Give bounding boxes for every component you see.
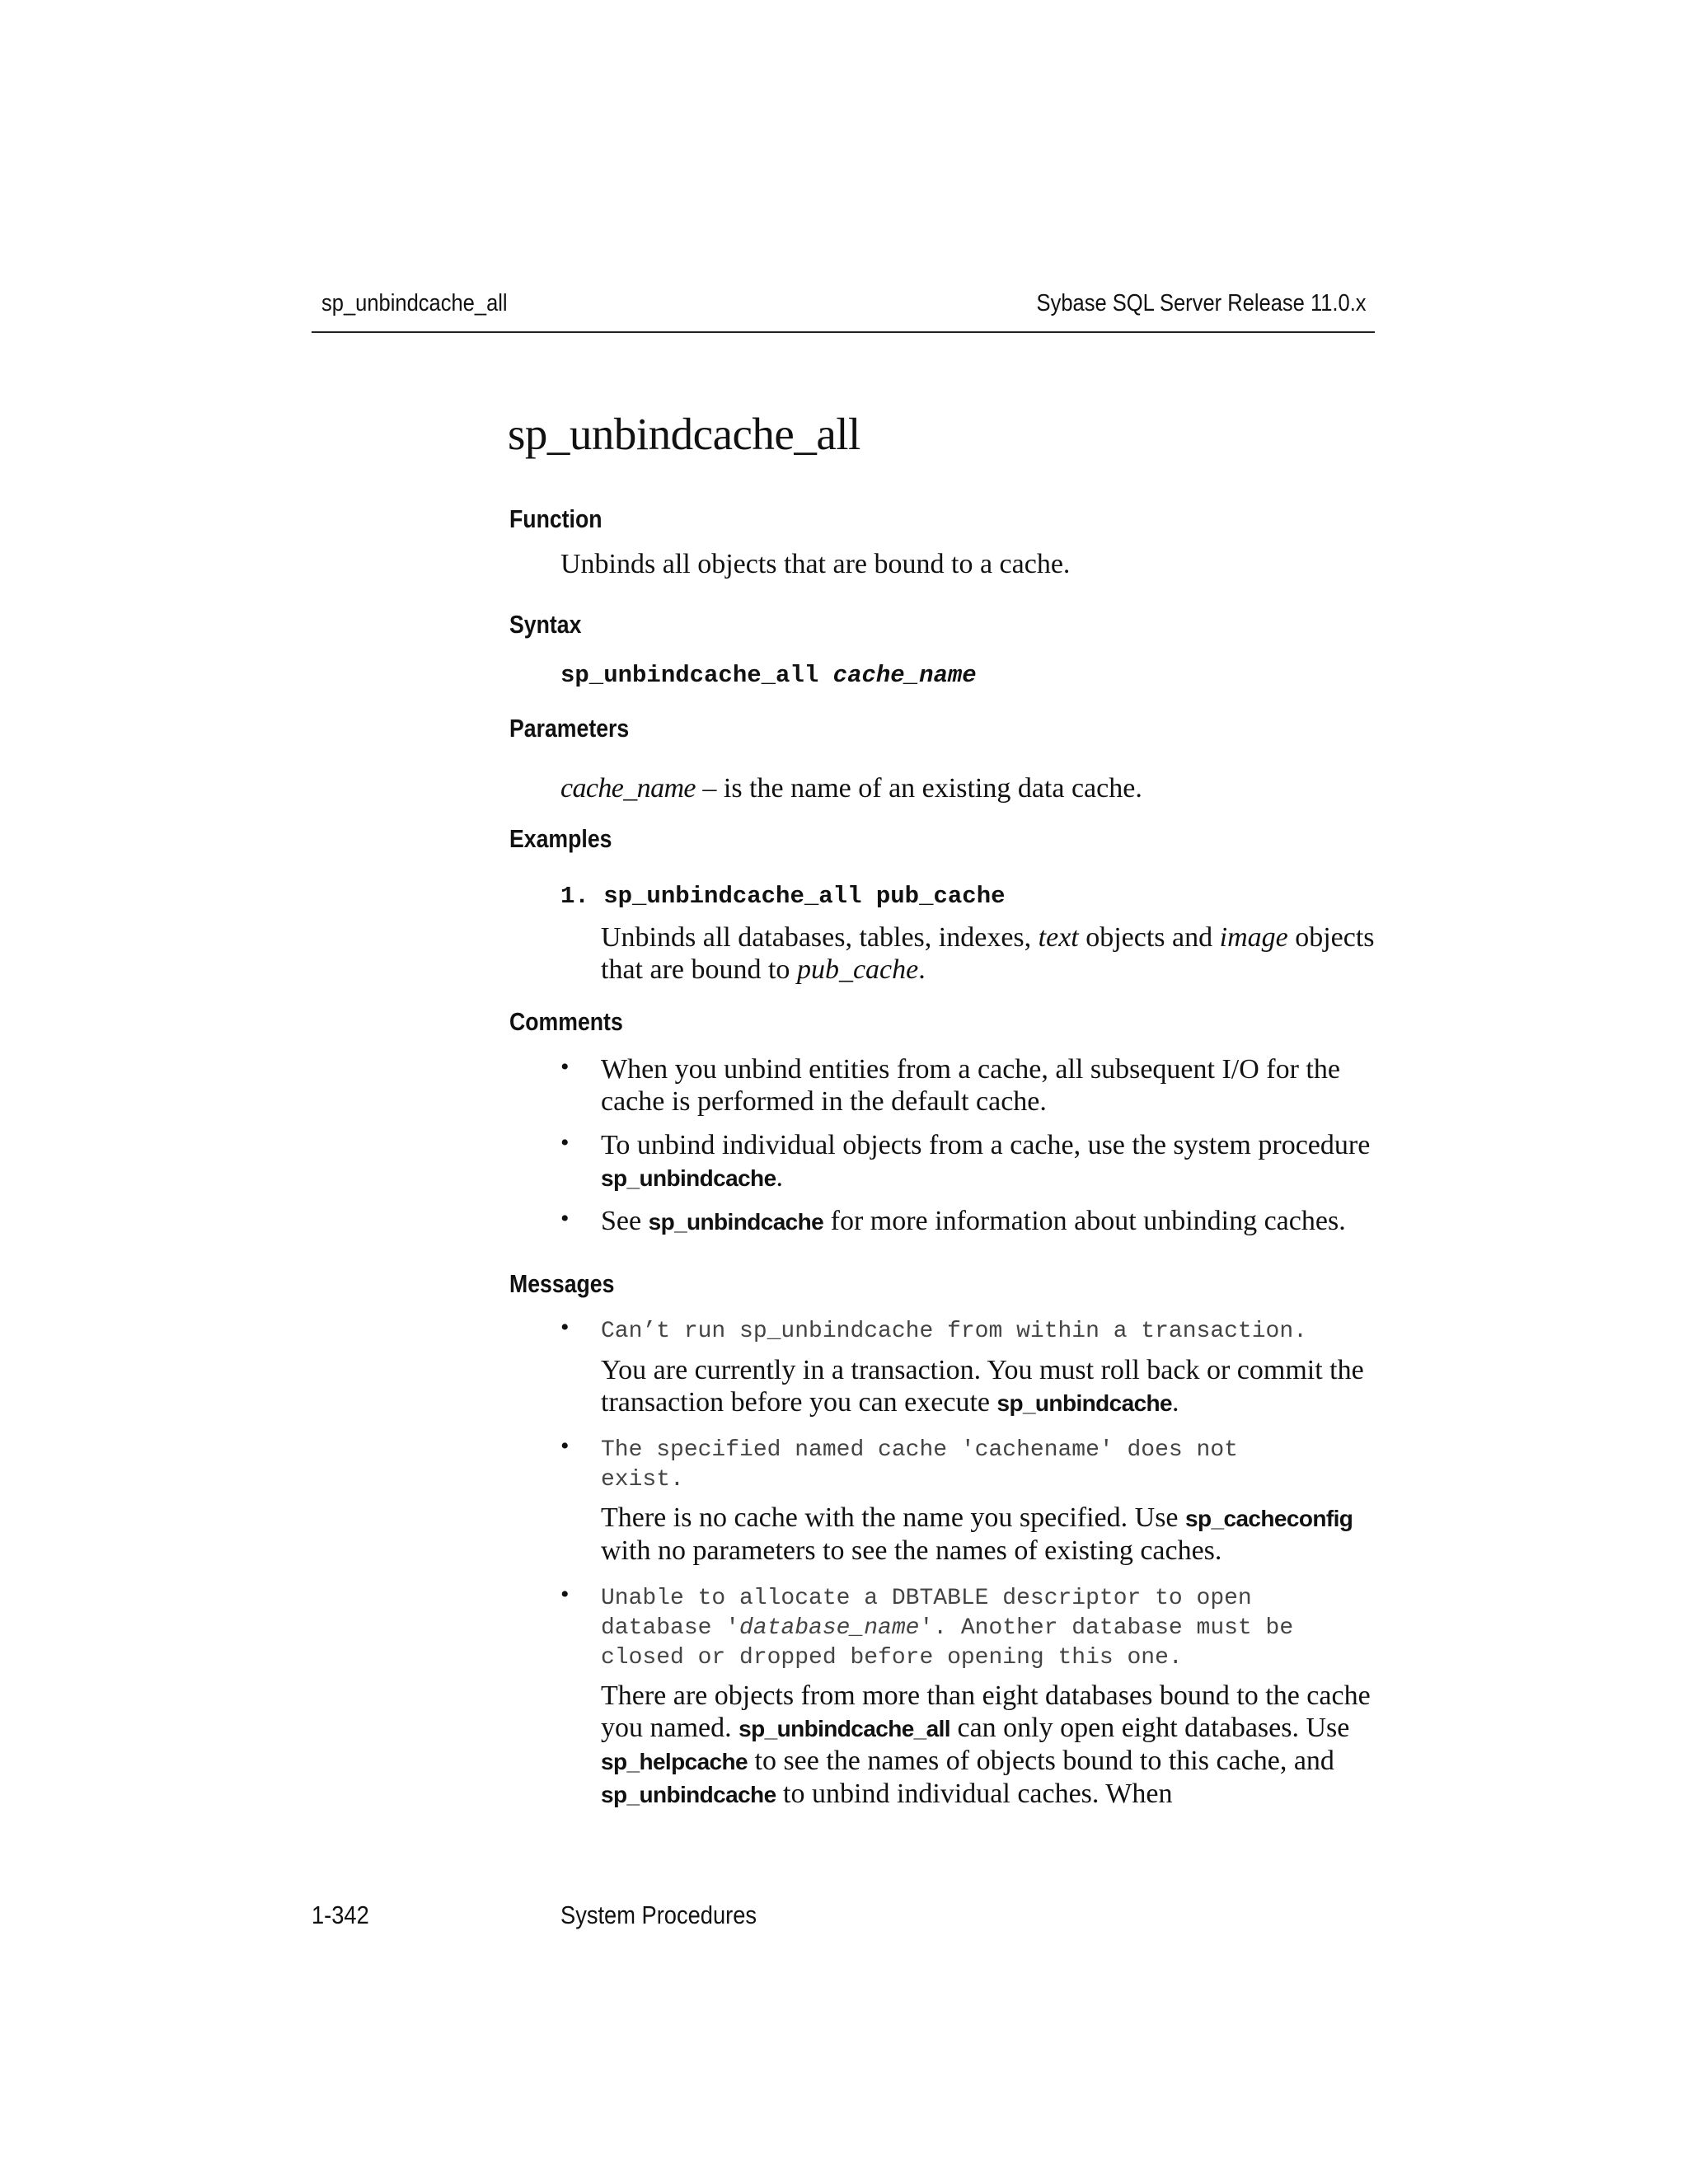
message-desc-part: to see the names of objects bound to this cache, and — [748, 1746, 1334, 1776]
comment-text: When you unbind entities from a cache, all subsequent I/O for the cache is performed in the default cache. — [601, 1054, 1340, 1117]
bullet-marker: • — [560, 1314, 570, 1341]
syntax-line — [560, 662, 977, 689]
message-desc-part: You are currently in a transaction. You must roll back or commit the transaction before you can execute — [601, 1355, 1364, 1418]
procedure-name: sp_unbindcache_all — [738, 1716, 950, 1741]
message-code: The specified named cache 'cachename' does not exist. — [601, 1437, 1252, 1493]
message-code-placeholder: database_name — [739, 1615, 920, 1641]
heading-function: Function — [509, 504, 603, 533]
bullet-marker: • — [560, 1432, 570, 1460]
procedure-name: sp_cacheconfig — [1185, 1506, 1353, 1531]
procedure-name: sp_unbindcache — [601, 1782, 776, 1807]
message-item — [560, 1432, 1376, 1568]
comment-item — [560, 1205, 1376, 1240]
bullet-marker: • — [560, 1053, 570, 1080]
heading-examples: Examples — [509, 824, 612, 853]
example-1-description — [601, 921, 1376, 986]
example-desc-part: Unbinds all databases, tables, indexes, — [601, 922, 1039, 953]
message-item — [560, 1314, 1376, 1424]
message-desc-part: . — [1172, 1387, 1179, 1418]
example-1-command — [560, 883, 1006, 910]
comment-text-part: To unbind individual objects from a cache, use the system procedure — [601, 1130, 1371, 1160]
comment-text-part: See — [601, 1206, 649, 1236]
parameter-name: cache_name — [560, 773, 696, 804]
message-code-part: Unable to allocate a DBTABLE descriptor to open database ' — [601, 1586, 1266, 1641]
example-number: 1. — [560, 883, 589, 910]
example-desc-part: objects and — [1078, 922, 1220, 953]
message-description — [601, 1354, 1376, 1419]
header-procedure-name: sp_unbindcache_all — [321, 290, 508, 316]
example-desc-cache: pub_cache — [796, 954, 919, 985]
parameter-description: is the name of an existing data cache. — [723, 773, 1142, 804]
parameter-cache-name — [560, 773, 1142, 804]
message-desc-part: There are objects from more than eight databases bound to the cache you named. — [601, 1680, 1371, 1743]
example-desc-part: objects that are bound to — [601, 922, 1375, 985]
procedure-name: sp_unbindcache — [601, 1165, 776, 1191]
heading-messages: Messages — [509, 1269, 615, 1298]
comment-text — [601, 1205, 1392, 1238]
procedure-name: sp_unbindcache — [996, 1390, 1173, 1416]
header-release: Sybase SQL Server Release 11.0.x — [1036, 290, 1367, 316]
example-desc-part: . — [918, 954, 926, 985]
message-description — [601, 1680, 1376, 1811]
footer-book-title: System Procedures — [560, 1900, 757, 1929]
comment-text-part: for more information about unbinding caches. — [823, 1206, 1346, 1236]
function-text: Unbinds all objects that are bound to a cache. — [560, 549, 1071, 579]
heading-syntax: Syntax — [509, 610, 582, 639]
message-code: Can’t run sp_unbindcache from within a transaction. — [601, 1319, 1307, 1344]
message-code-part: '. Another database must be closed or dropped before opening this one. — [601, 1615, 1307, 1671]
message-desc-part: There is no cache with the name you specified. Use — [601, 1502, 1186, 1533]
message-desc-part: with no parameters to see the names of existing caches. — [601, 1535, 1222, 1566]
footer-page-number: 1-342 — [312, 1900, 369, 1929]
comment-item — [560, 1053, 1376, 1119]
page-title: sp_unbindcache_all — [508, 409, 860, 459]
bullet-marker: • — [560, 1129, 570, 1156]
message-desc-part: can only open eight databases. Use — [950, 1713, 1350, 1743]
bullet-marker: • — [560, 1581, 570, 1608]
comment-text — [601, 1129, 1376, 1194]
example-desc-image-type: image — [1219, 922, 1288, 953]
heading-comments: Comments — [509, 1007, 623, 1036]
heading-parameters: Parameters — [509, 714, 630, 743]
message-item — [560, 1581, 1376, 1815]
example-code: sp_unbindcache_all pub_cache — [603, 883, 1006, 910]
comment-item — [560, 1129, 1376, 1195]
message-desc-part: to unbind individual caches. When — [776, 1779, 1173, 1809]
comment-text-part: . — [776, 1162, 784, 1193]
procedure-name: sp_unbindcache — [648, 1209, 824, 1235]
syntax-argument: cache_name — [832, 662, 977, 689]
parameter-separator: – — [695, 773, 724, 804]
example-desc-text-type: text — [1038, 922, 1079, 953]
procedure-name: sp_helpcache — [601, 1749, 748, 1774]
message-description — [601, 1502, 1376, 1567]
message-code — [601, 1584, 1376, 1673]
running-header — [312, 290, 1375, 333]
syntax-command: sp_unbindcache_all — [560, 662, 819, 689]
bullet-marker: • — [560, 1205, 570, 1232]
